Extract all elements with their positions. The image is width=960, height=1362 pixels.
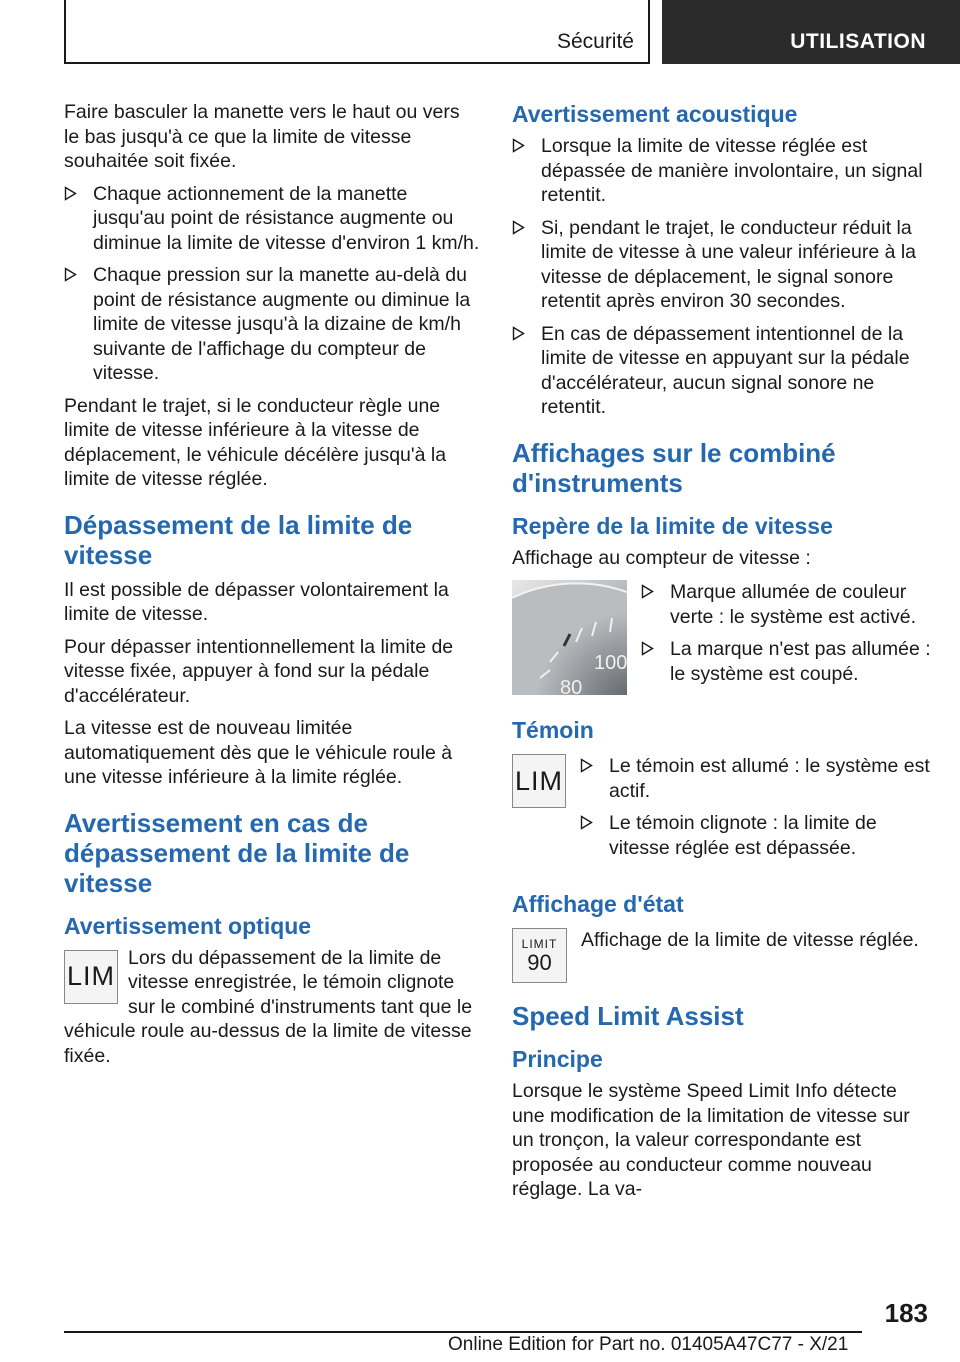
heading-avertissement-acoustique: Avertissement acoustique <box>512 101 798 127</box>
triangle-right-outline-icon <box>641 641 654 656</box>
list-item <box>512 134 932 208</box>
etat-figure-row <box>512 928 932 983</box>
depassement-paragraph-1: Il est possible de dépasser volontairement la limite de vitesse. <box>64 578 449 625</box>
principe-paragraph: Lorsque le système Speed Limit Info détecte une modification de la limitation de vitesse sur un tronçon, la valeur correspondante est proposée au conducteur comme nouveau réglage. La va- <box>512 1080 910 1200</box>
list-item-text: Lorsque la limite de vitesse réglée est dépassée de manière involontaire, un signal retentit. <box>541 135 923 206</box>
list-item <box>580 811 932 860</box>
limit-display-label: LIMIT <box>521 936 558 951</box>
heading-repere: Repère de la limite de vitesse <box>512 512 833 539</box>
heading-principe: Principe <box>512 1046 603 1072</box>
footer-edition: Online Edition for Part no. 01405A47C77 - X/21 <box>448 1334 849 1355</box>
left-column <box>64 100 480 1076</box>
list-item-text: Chaque actionnement de la manette jusqu'au point de résistance augmente ou diminue la limite de vitesse d'environ 1 km/h. <box>93 182 480 254</box>
acoustique-bullets <box>512 134 932 420</box>
temoin-bullets <box>580 754 932 868</box>
depassement-paragraph-2: Pour dépasser intentionnellement la limite de vitesse fixée, appuyer à fond sur la pédale d'accélérateur. <box>64 635 454 707</box>
section-title: Sécurité <box>556 30 634 53</box>
chapter-title: UTILISATION <box>790 30 926 53</box>
limit-display-icon <box>512 928 567 983</box>
optique-block <box>64 946 480 1069</box>
triangle-right-outline-icon <box>512 220 525 235</box>
manette-bullets <box>64 182 480 386</box>
triangle-right-outline-icon <box>512 326 525 341</box>
header-section-tab <box>64 0 650 64</box>
lim-indicator-icon: LIM <box>512 754 566 808</box>
repere-bullets <box>641 580 932 694</box>
trajet-paragraph: Pendant le trajet, si le conducteur règle une limite de vitesse inférieure à la vitesse de déplacement, le véhicule décélère jusqu'à la limite de vitesse réglée. <box>64 394 447 490</box>
triangle-right-outline-icon <box>64 267 77 282</box>
page-number: 183 <box>884 1298 928 1328</box>
list-item-text: Le témoin est allumé : le système est actif. <box>609 755 930 802</box>
list-item-text: Chaque pression sur la manette au-delà du point de résistance augmente ou diminue la limite de vitesse jusqu'à la dizaine de km/h suivante de l'affichage du compteur de vitesse. <box>93 264 471 384</box>
list-item-text: Si, pendant le trajet, le conducteur réduit la limite de vitesse à une valeur inférieure à la vitesse de déplacement, le signal sonore retentit après environ 30 secondes. <box>541 216 917 312</box>
triangle-right-outline-icon <box>641 584 654 599</box>
list-item <box>512 322 932 420</box>
heading-affichage-etat: Affichage d'état <box>512 891 684 917</box>
list-item <box>64 263 480 386</box>
repere-figure-row <box>512 580 932 702</box>
triangle-right-outline-icon <box>512 138 525 153</box>
heading-depassement: Dépassement de la limite de vitesse <box>64 509 413 570</box>
intro-paragraph: Faire basculer la manette vers le haut ou vers le bas jusqu'à ce que la limite de vitesse souhaitée soit fixée. <box>64 101 460 172</box>
list-item <box>580 754 932 803</box>
footer-divider <box>64 1331 862 1333</box>
temoin-figure-row <box>512 754 932 876</box>
triangle-right-outline-icon <box>580 815 593 830</box>
list-item <box>64 182 480 256</box>
limit-display-value: 90 <box>527 949 552 975</box>
speedometer-image <box>512 580 627 695</box>
depassement-paragraph-3: La vitesse est de nouveau limitée automatiquement dès que le véhicule roule à une vitesse inférieure à la limite réglée. <box>64 717 453 788</box>
heading-speed-limit-assist: Speed Limit Assist <box>512 1001 744 1031</box>
heading-affichages: Affichages sur le combiné d'instruments <box>512 437 836 498</box>
triangle-right-outline-icon <box>580 758 593 773</box>
etat-paragraph: Affichage de la limite de vitesse réglée. <box>581 929 919 951</box>
list-item-text: Marque allumée de couleur verte : le système est activé. <box>670 581 917 628</box>
heading-temoin: Témoin <box>512 717 594 743</box>
triangle-right-outline-icon <box>64 186 77 201</box>
header-chapter-tab <box>662 0 960 64</box>
repere-paragraph: Affichage au compteur de vitesse : <box>512 546 811 569</box>
optique-paragraph: Lors du dépassement de la limite de vitesse enregistrée, le témoin clignote sur le combiné d'instruments tant que le véhicule roule au-dessus de la limite de vitesse fixée. <box>64 946 473 1067</box>
list-item-text: Le témoin clignote : la limite de vitesse réglée est dépassée. <box>609 812 877 859</box>
list-item-text: En cas de dépassement intentionnel de la limite de vitesse en appuyant sur la pédale d'accélérateur, aucun signal sonore ne retentit. <box>541 322 910 418</box>
speedo-label-100: 100 <box>594 652 627 674</box>
list-item-text: La marque n'est pas allumée : le système est coupé. <box>670 638 931 685</box>
list-item <box>512 216 932 314</box>
speedo-label-80: 80 <box>560 677 583 695</box>
list-item <box>641 637 932 686</box>
heading-avertissement-optique: Avertissement optique <box>64 912 312 939</box>
list-item <box>641 580 932 629</box>
lim-indicator-icon: LIM <box>64 950 118 1004</box>
right-column <box>512 100 932 1210</box>
heading-avertissement: Avertissement en cas de dépassement de la limite de vitesse <box>64 807 410 898</box>
